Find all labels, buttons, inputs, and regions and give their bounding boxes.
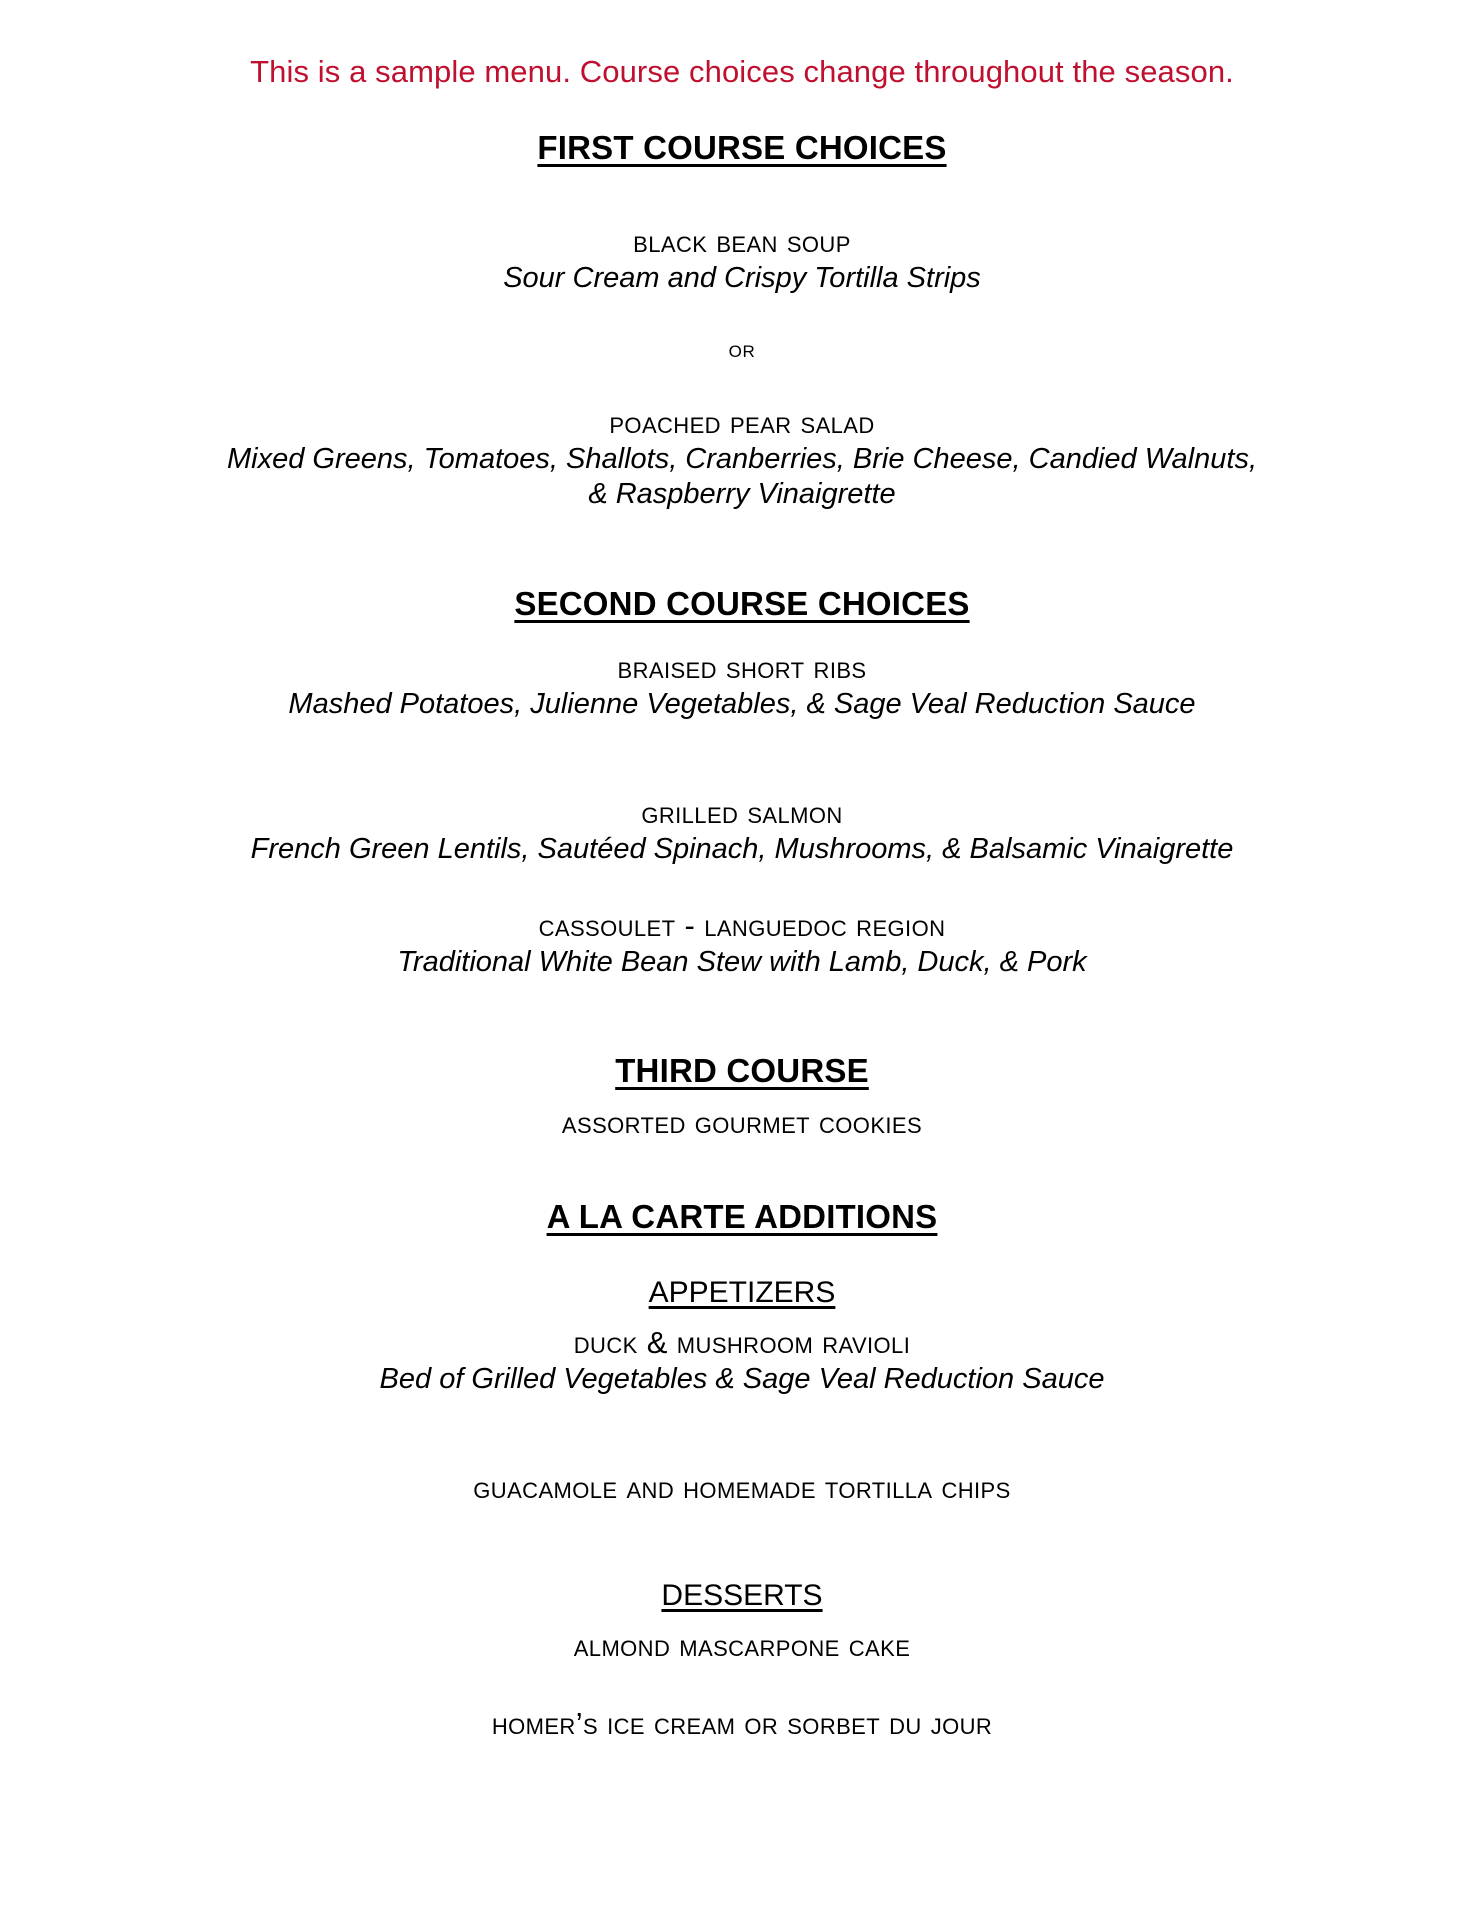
spacer	[0, 1507, 1484, 1579]
menu-item-grilled-salmon	[0, 794, 1484, 867]
spacer	[0, 167, 1484, 223]
dish-description-line-1: Mixed Greens, Tomatoes, Shallots, Cranberries, Brie Cheese, Candied Walnuts,	[227, 443, 1257, 476]
dish-name: braised short ribs	[617, 649, 867, 685]
dish-description: French Green Lentils, Sautéed Spinach, Mushrooms, & Balsamic Vinaigrette	[250, 832, 1234, 865]
sample-menu-notice: This is a sample menu. Course choices change throughout the season.	[250, 54, 1234, 89]
menu-item-duck-mushroom-ravioli	[0, 1324, 1484, 1397]
spacer	[0, 1397, 1484, 1469]
spacer	[0, 1613, 1484, 1627]
section-heading-a-la-carte: A LA CARTE ADDITIONS	[546, 1198, 938, 1236]
spacer	[0, 1236, 1484, 1276]
spacer	[0, 1310, 1484, 1324]
spacer	[0, 1142, 1484, 1198]
spacer	[0, 1665, 1484, 1705]
menu-item-homers-ice-cream	[0, 1705, 1484, 1743]
dish-name: almond mascarpone cake	[573, 1628, 911, 1664]
spacer	[0, 1090, 1484, 1104]
spacer	[0, 364, 1484, 404]
menu-item-almond-mascarpone-cake	[0, 1627, 1484, 1665]
subheading-desserts: DESSERTS	[661, 1579, 823, 1613]
section-heading-third-course: THIRD COURSE	[615, 1052, 869, 1090]
spacer	[0, 867, 1484, 907]
spacer	[0, 89, 1484, 129]
menu-item-assorted-gourmet-cookies	[0, 1104, 1484, 1142]
spacer	[0, 296, 1484, 336]
dish-name: poached pear salad	[609, 405, 875, 441]
menu-item-poached-pear-salad	[0, 404, 1484, 513]
or-divider: or	[728, 336, 756, 364]
dish-name: black bean soup	[633, 224, 851, 260]
spacer	[0, 980, 1484, 1052]
dish-name: homer’s ice cream or sorbet du jour	[491, 1706, 993, 1742]
menu-item-black-bean-soup	[0, 223, 1484, 296]
dish-description: Traditional White Bean Stew with Lamb, Duck, & Pork	[397, 946, 1087, 979]
spacer	[0, 513, 1484, 585]
dish-description: Bed of Grilled Vegetables & Sage Veal Reduction Sauce	[379, 1363, 1105, 1396]
section-heading-first-course: FIRST COURSE CHOICES	[537, 129, 947, 167]
dish-description-line-2: & Raspberry Vinaigrette	[588, 478, 896, 511]
menu-item-braised-short-ribs	[0, 649, 1484, 722]
subheading-appetizers: APPETIZERS	[648, 1276, 836, 1310]
dish-description: Sour Cream and Crispy Tortilla Strips	[503, 261, 981, 294]
dish-name: cassoulet - languedoc region	[538, 908, 946, 944]
dish-name: grilled salmon	[641, 795, 843, 831]
spacer	[0, 623, 1484, 649]
dish-name: duck & mushroom ravioli	[573, 1325, 911, 1361]
menu-item-guacamole-tortilla-chips	[0, 1469, 1484, 1507]
dish-name: assorted gourmet cookies	[561, 1105, 923, 1141]
dish-name: guacamole and homemade tortilla chips	[473, 1470, 1011, 1506]
spacer	[0, 722, 1484, 794]
section-heading-second-course: SECOND COURSE CHOICES	[514, 584, 970, 622]
menu-item-cassoulet	[0, 907, 1484, 980]
dish-description: Mashed Potatoes, Julienne Vegetables, & Sage Veal Reduction Sauce	[288, 687, 1196, 720]
